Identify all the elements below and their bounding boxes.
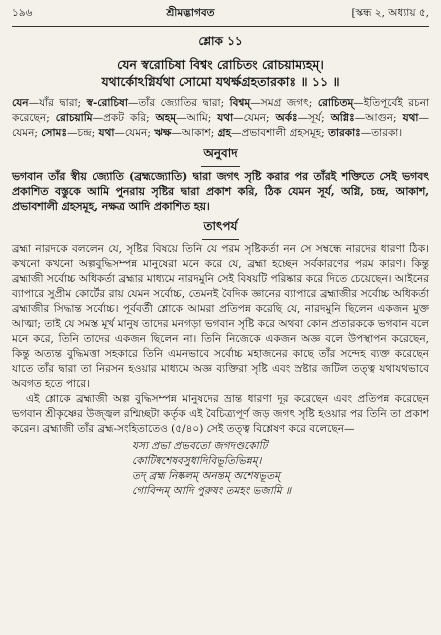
- synonym-word: সোমঃ: [41, 127, 67, 139]
- chapter-reference: [স্কন্ধ ২, অধ্যায় ৫,: [351, 7, 429, 19]
- synonym-meaning: —প্রকট করি;: [92, 112, 156, 124]
- verse-line-2: যথার্কোঽগ্নির্যথা সোমো যথর্ক্ষগ্রহতারকাঃ ॥ ১১ ॥: [101, 74, 340, 89]
- synonym-meaning: —তাঁর জ্যোতির দ্বারা;: [127, 97, 230, 109]
- translation-text: ভগবান তাঁর স্বীয় জ্যোতি (ব্রহ্মজ্যোতি) দ্বারা জগৎ সৃষ্টি করার পর তাঁরই শক্তিতে সেই ভগবৎ প্রকাশিত বস্তুকে আমি পুনরায় সৃষ্টির দ্বারা প্রকাশ করি, ঠিক যেমন সূর্য, অগ্নি, চন্দ্র, আকাশ, প্রভাবশালী গ্রহসমূহ, নক্ষত্র আদি প্রকাশিত হয়।: [12, 170, 429, 213]
- purport-paragraph-2: এই শ্লোকে ব্রহ্মাজী অল্প বুদ্ধিসম্পন্ন মানুষদের ভ্রান্ত ধারণা দূর করেছেন এবং প্রতিপন্ন করেছেন ভগবান শ্রীকৃষ্ণের উজ্জ্বল রশ্মিচ্ছটা কর্তৃক এই বৈচিত্র্যপূর্ণ জড় জগৎ সৃষ্টি হওয়ার পর তিনি তা প্রকাশ করেন। ব্রহ্মাজী তাঁর ব্রহ্ম-সংহিতাতেও (৫/৪০) সেই তত্ত্ব বিশ্লেষণ করে বলেছেন—: [12, 393, 429, 435]
- synonym-meaning: —যেমন;: [114, 127, 155, 139]
- word-meanings: [12, 96, 429, 141]
- synonym-word: রোচিতম্: [317, 97, 354, 109]
- sanskrit-line-1: যস্য প্রভা প্রভবতো জগদণ্ডকোটি: [132, 440, 268, 452]
- synonym-word: যথা: [217, 112, 234, 124]
- synonym-word: যথা: [98, 127, 115, 139]
- synonym-meaning: —ইতিপূর্বেই রচনা করেছেন;: [12, 97, 430, 124]
- synonym-word: বিশ্বম্: [229, 97, 251, 109]
- verse-number: শ্লোক ১১: [198, 34, 243, 48]
- synonym-meaning: —যাঁর দ্বারা;: [28, 97, 87, 109]
- sanskrit-line-4: গোবিন্দম্ আদি পুরুষং তমহং ভজামি ॥: [132, 485, 292, 497]
- synonym-meaning: —সূর্য;: [297, 112, 331, 124]
- synonym-meaning: —চন্দ্র;: [66, 127, 99, 139]
- synonym-word: গ্রহ: [217, 127, 232, 139]
- book-title: শ্রীমদ্ভাগবত: [166, 7, 215, 19]
- synonym-meaning: —সমগ্র জগৎ;: [250, 97, 318, 109]
- synonym-word: তারকাঃ: [328, 127, 361, 139]
- synonym-word: অর্কঃ: [275, 112, 298, 124]
- synonym-word: যথা: [402, 112, 419, 124]
- verse-line-1: যেন স্বরোচিষা বিশ্বং রোচিতং রোচয়াম্যহম্।: [117, 57, 324, 72]
- page-number: ১৯৬: [12, 7, 33, 19]
- translation-heading: [12, 145, 429, 167]
- synonym-meaning: —আমি;: [176, 112, 218, 124]
- synonym-meaning: —যেমন;: [12, 112, 429, 139]
- purport-title: তাৎপর্য: [202, 218, 240, 240]
- synonym-meaning: —প্রভাবশালী গ্রহসমূহ;: [231, 127, 329, 139]
- synonym-meaning: —যেমন;: [233, 112, 276, 124]
- synonym-word: যেন: [12, 97, 29, 109]
- sanskrit-line-2: কোটিষ্বশেষবসুধাদিবিভূতিভিন্নম্।: [132, 455, 262, 467]
- synonym-word: স্ব-রোচিষা: [86, 97, 128, 109]
- sanskrit-quote: [132, 439, 429, 499]
- synonym-meaning: —আগুন;: [354, 112, 403, 124]
- purport-heading: [12, 218, 429, 240]
- synonym-meaning: —আকাশ;: [171, 127, 218, 139]
- translation-title: অনুবাদ: [201, 145, 239, 167]
- synonym-word: রোচয়ামি: [55, 112, 93, 124]
- purport-body: [12, 242, 429, 437]
- sanskrit-line-3: তদ্ ব্রহ্ম নিষ্কলম্ অনন্তম্ অশেষভূতম্: [132, 470, 280, 482]
- purport-paragraph-1: ব্রহ্মা নারদকে বললেন যে, সৃষ্টির বিষয়ে তিনি যে পরম সৃষ্টিকর্তা নন সে সম্বন্ধে নারদের ধারণা ঠিক। কখনো কখনো অল্পবুদ্ধিসম্পন্ন মানুষেরা মনে করে যে, ব্রহ্মা হচ্ছেন সর্বকারণের পরম কারণ। কিন্তু ব্রহ্মাজী সর্বোচ্চ অধিকর্তা ব্রহ্মার মাধ্যমে নারদমুনি সেই বিষয়টি পরিষ্কার করে দিতে চেয়েছেন। আইনের ব্যাপারে সুপ্রীম কোর্টের রায় যেমন সর্বোচ্চ, তেমনই বৈদিক জ্ঞানের ব্যাপারে ব্রহ্মাজীর সর্বোচ্চ অধিকর্তা ব্রহ্মাজীর সিদ্ধান্ত সর্বোচ্চ। পূর্ববর্তী শ্লোকে আমরা প্রতিপন্ন করেছি যে, নারদমুনি ছিলেন একজন মুক্ত আত্মা; তাই যে সমস্ত মূর্খ মানুষ তাদের মনগড়া ভগবান সৃষ্টি করে অথবা কোন প্রতারককে ভগবান বলে মনে করে, তিনি তাদের একজন ছিলেন না। তিনি নিজেকে একজন অজ্ঞ বলে উপস্থাপন করেছেন, কিন্তু অত্যন্ত বুদ্ধিমত্তা সহকারে তিনি এমনভাবে সর্বোচ্চ মহাজনের কাছে তাঁর সন্দেহ ব্যক্ত করেছেন যাতে তাঁর দ্বারা তা নিরসন হওয়ার মাধ্যমে অজ্ঞ ব্যক্তিরা সৃষ্টি এবং স্রষ্টার জটিল তত্ত্ব যথাযথভাবে অবগত হতে পারে।: [12, 243, 429, 390]
- synonym-word: অহম্: [155, 112, 177, 124]
- page-header: [12, 6, 429, 24]
- header-divider: [12, 26, 429, 27]
- synonym-word: ঋক্ষ: [154, 127, 172, 139]
- synonym-meaning: —তারকা।: [360, 127, 403, 139]
- synonym-word: অগ্নিঃ: [330, 112, 355, 124]
